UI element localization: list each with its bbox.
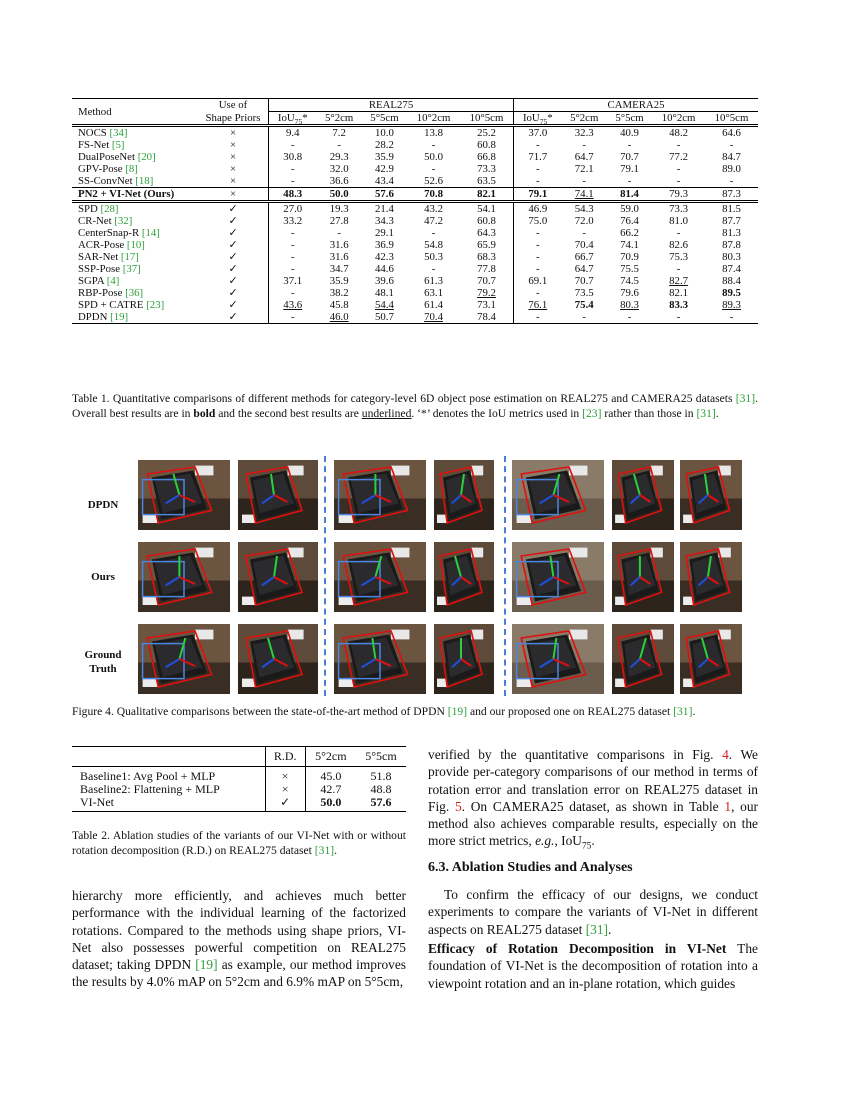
real-value: 54.4 — [375, 299, 394, 311]
real-value: 27.0 — [269, 202, 317, 216]
result-thumbnail — [334, 542, 426, 612]
real-value: 82.1 — [460, 188, 514, 202]
camera-value: - — [514, 311, 562, 324]
col-header-metric: 5°5cm — [370, 112, 399, 124]
figure-divider — [504, 456, 506, 696]
t2-row-name: Baseline2: Flattening + MLP — [72, 783, 265, 796]
section-title: 6.3. Ablation Studies and Analyses — [428, 860, 633, 875]
real-value: - — [431, 263, 436, 275]
t2-row-v2: 57.6 — [356, 796, 406, 812]
real-value: 10.0 — [362, 126, 407, 140]
row-prior: ✓ — [198, 275, 269, 287]
camera-value: 82.1 — [669, 287, 689, 299]
row-prior: × — [198, 151, 269, 163]
camera-value: 81.3 — [722, 227, 741, 239]
table-row — [72, 175, 758, 188]
real-value: 31.6 — [329, 239, 349, 251]
row-method: SS-ConvNet [18] — [78, 175, 154, 187]
real-value: 65.9 — [460, 239, 514, 251]
result-thumbnail — [238, 460, 318, 530]
row-method: CR-Net [32] — [78, 215, 133, 227]
real-value: - — [431, 139, 436, 151]
camera-value: 89.0 — [722, 163, 741, 175]
t2-row-rd: ✓ — [265, 796, 305, 812]
camera-value: 75.0 — [528, 215, 548, 227]
row-method: ACR-Pose [10] — [78, 239, 145, 251]
real-value: 43.6 — [283, 299, 303, 311]
camera-value: 48.2 — [652, 126, 705, 140]
camera-value: 79.6 — [620, 287, 639, 299]
real-value: 19.3 — [317, 202, 362, 216]
result-thumbnail — [512, 624, 604, 694]
camera-value: 66.2 — [620, 227, 639, 239]
result-thumbnail — [680, 460, 742, 530]
result-thumbnail — [334, 460, 426, 530]
row-label-ground-truth: Ground Truth — [84, 649, 122, 675]
real-value: 47.2 — [424, 215, 443, 227]
result-thumbnail — [238, 542, 318, 612]
camera-value: 74.1 — [562, 188, 607, 202]
camera-value: 70.7 — [620, 151, 639, 163]
camera-value: 64.6 — [705, 126, 758, 140]
row-method: SPD [28] — [72, 202, 198, 216]
real-value: 46.0 — [317, 311, 362, 324]
real-value: 31.6 — [329, 251, 349, 263]
t2-header-blank — [72, 747, 265, 767]
camera-value: 89.5 — [722, 287, 741, 299]
table-row — [72, 126, 758, 140]
table-1-group-no-prior — [72, 126, 758, 188]
col-header-metric: IoU$_{75}$* — [277, 112, 308, 127]
table-2-caption: Table 2. Ablation studies of the variants of our VI-Net with or without rotation decomposition (R.D.) on REAL275 dataset [31]. — [72, 829, 406, 857]
result-thumbnail — [512, 460, 604, 530]
real-value: - — [290, 239, 295, 251]
real-value: 28.2 — [375, 139, 394, 151]
real-value: 61.4 — [424, 299, 443, 311]
result-thumbnail — [138, 460, 230, 530]
row-prior: × — [198, 163, 269, 175]
camera-value: 79.1 — [514, 188, 562, 202]
real-value: 50.3 — [424, 251, 443, 263]
camera-value: 79.1 — [620, 163, 639, 175]
result-thumbnail — [434, 460, 494, 530]
row-prior: × — [198, 139, 269, 151]
table-row — [72, 227, 758, 239]
real-value: 60.8 — [460, 139, 514, 151]
t2-row-v1: 50.0 — [305, 796, 356, 812]
result-thumbnail — [334, 624, 426, 694]
real-value: 61.3 — [424, 275, 443, 287]
real-value: 44.6 — [375, 263, 394, 275]
row-method: PN2 + VI-Net (Ours) — [72, 188, 198, 202]
real-value: 77.8 — [460, 263, 514, 275]
col-header-metric: 5°5cm — [615, 112, 644, 124]
camera-value: 72.0 — [574, 215, 594, 227]
camera-value: 64.7 — [574, 263, 594, 275]
real-value: 38.2 — [329, 287, 349, 299]
real-value: - — [290, 163, 295, 175]
real-value: 48.3 — [269, 188, 317, 202]
real-value: 34.7 — [329, 263, 349, 275]
table-row — [72, 299, 758, 311]
camera-value: - — [582, 227, 587, 239]
table-row — [72, 163, 758, 175]
camera-value: 80.3 — [722, 251, 741, 263]
row-prior: ✓ — [198, 311, 269, 324]
table-1-ours — [72, 188, 758, 202]
real-value: 57.6 — [362, 188, 407, 202]
row-prior: × — [198, 188, 269, 202]
real-value: 78.4 — [460, 311, 514, 324]
camera-value: 77.2 — [669, 151, 689, 163]
real-value: 54.8 — [424, 239, 443, 251]
camera-value: 82.7 — [669, 275, 689, 287]
row-method: RBP-Pose [36] — [78, 287, 144, 299]
camera-value: 70.4 — [574, 239, 594, 251]
real-value: 25.2 — [460, 126, 514, 140]
col-header-metric: 5°2cm — [570, 112, 599, 124]
camera-value: - — [627, 175, 632, 187]
table-row — [72, 151, 758, 163]
real-value: - — [431, 163, 436, 175]
real-value: 73.1 — [460, 299, 514, 311]
camera-value: 73.3 — [652, 202, 705, 216]
body-paragraph-right-2: To confirm the efficacy of our designs, we conduct experiments to compare the variants of VI-Net in different aspects on REAL275 dataset [31]. — [428, 887, 758, 937]
t2-header-rd: R.D. — [265, 747, 305, 767]
real-value: 42.9 — [375, 163, 394, 175]
camera-value: - — [676, 263, 681, 275]
real-value: - — [337, 139, 341, 151]
camera-value: 73.5 — [574, 287, 594, 299]
real-value: 50.7 — [362, 311, 407, 324]
camera-value: 40.9 — [607, 126, 652, 140]
real-value: 79.2 — [460, 287, 514, 299]
camera-value: 72.1 — [574, 163, 594, 175]
real-value: - — [290, 175, 295, 187]
camera-value: - — [729, 175, 734, 187]
real-value: 70.4 — [407, 311, 460, 324]
row-prior: ✓ — [198, 227, 269, 239]
table-row — [72, 239, 758, 251]
result-thumbnail — [138, 624, 230, 694]
col-header-priors-2: Shape Priors — [198, 112, 269, 126]
camera-value: - — [536, 163, 540, 175]
result-thumbnail — [612, 542, 674, 612]
real-value: 9.4 — [269, 126, 317, 140]
camera-value: 37.0 — [514, 126, 562, 140]
camera-value: - — [705, 311, 758, 324]
col-header-method: Method — [72, 99, 198, 126]
camera-value: 64.7 — [574, 151, 594, 163]
t2-header-metric: 5°5cm — [356, 747, 406, 767]
row-prior: × — [198, 126, 269, 140]
body-paragraph-left: hierarchy more efficiently, and achieves much better performance with the individual learning of the factorized rotations. Compared to the methods using shape priors, VI-Net also possesses powerful competition on REAL275 dataset; taking DPDN [19] as example, our method improves the results by 4.0% mAP on 5°2cm and 6.9% mAP on 5°5cm, — [72, 888, 407, 990]
t2-row-v1: 45.0 — [320, 769, 342, 783]
row-prior: ✓ — [198, 239, 269, 251]
row-method: GPV-Pose [8] — [78, 163, 138, 175]
real-value: 52.6 — [424, 175, 443, 187]
real-value: 66.8 — [460, 151, 514, 163]
camera-value: - — [536, 287, 540, 299]
t2-row-v2: 51.8 — [370, 769, 392, 783]
t2-row-v2: 48.8 — [370, 782, 392, 796]
real-value: 13.8 — [407, 126, 460, 140]
real-value: 32.0 — [329, 163, 349, 175]
row-method: NOCS [34] — [72, 126, 198, 140]
camera-value: 74.1 — [620, 239, 639, 251]
camera-value: 76.1 — [528, 299, 548, 311]
camera-value: - — [536, 175, 540, 187]
camera-value: 54.3 — [562, 202, 607, 216]
camera-value: 46.9 — [514, 202, 562, 216]
row-prior: ✓ — [198, 202, 269, 216]
result-thumbnail — [612, 624, 674, 694]
real-value: - — [290, 139, 295, 151]
camera-value: - — [562, 311, 607, 324]
camera-value: - — [536, 227, 540, 239]
real-value: 35.9 — [329, 275, 349, 287]
body-paragraph-right-1: verified by the quantitative comparisons in Fig. 4. We provide per-category comparisons of our method in terms of rotation error and translation error on REAL275 dataset in Fig. 5. On CAMERA25 dataset, as shown in Table 1, our method also achieves comparable results, especially on the more strict metrics, e.g., IoU$_{75}$. — [428, 747, 759, 853]
camera-value: 75.4 — [574, 299, 594, 311]
real-value: 36.6 — [329, 175, 349, 187]
row-method: DualPoseNet [20] — [78, 151, 156, 163]
real-value: 43.2 — [407, 202, 460, 216]
row-prior: ✓ — [198, 299, 269, 311]
camera-value: 81.4 — [607, 188, 652, 202]
real-value: 7.2 — [317, 126, 362, 140]
t2-row-v1: 42.7 — [320, 782, 342, 796]
real-value: - — [269, 311, 317, 324]
real-value: 54.1 — [460, 202, 514, 216]
real-value: 64.3 — [460, 227, 514, 239]
camera-value: - — [536, 239, 540, 251]
camera-value: - — [676, 227, 681, 239]
camera-value: 75.3 — [669, 251, 689, 263]
real-value: 42.3 — [375, 251, 394, 263]
figure-divider — [324, 456, 326, 696]
camera-value: - — [676, 163, 681, 175]
col-header-metric: IoU$_{75}$* — [522, 112, 553, 127]
real-value: 50.0 — [424, 151, 443, 163]
row-method: SPD + CATRE [23] — [78, 299, 165, 311]
row-method: SAR-Net [17] — [78, 251, 139, 263]
camera-value: 59.0 — [607, 202, 652, 216]
col-header-metric: 10°5cm — [714, 112, 749, 124]
result-thumbnail — [680, 542, 742, 612]
camera-value: - — [627, 139, 632, 151]
real-value: 33.2 — [283, 215, 303, 227]
col-header-metric: 10°2cm — [661, 112, 696, 124]
row-method: FS-Net [5] — [78, 139, 125, 151]
real-value: - — [290, 227, 295, 239]
table-1-caption: Table 1. Quantitative comparisons of different methods for category-level 6D object pose estimation on REAL275 and CAMERA25 datasets [31]. Overall best results are in bold and the second best results are underlined. ‘*’ denotes the IoU metrics used in [23] rather than those in [31]. — [72, 392, 758, 420]
real-value: - — [290, 251, 295, 263]
camera-value: 87.4 — [722, 263, 741, 275]
real-value: 21.4 — [362, 202, 407, 216]
real-value: 70.8 — [407, 188, 460, 202]
real-value: 39.6 — [375, 275, 394, 287]
table-row — [72, 287, 758, 299]
table-row — [72, 311, 758, 324]
t2-header-metric: 5°2cm — [305, 747, 356, 767]
row-label-ours: Ours — [91, 571, 115, 583]
camera-value: 87.7 — [722, 215, 741, 227]
row-prior: ✓ — [198, 215, 269, 227]
camera-value: 32.3 — [562, 126, 607, 140]
real-value: - — [290, 287, 295, 299]
row-label-dpdn: DPDN — [87, 499, 119, 511]
real-value: 50.0 — [317, 188, 362, 202]
camera-value: - — [652, 311, 705, 324]
row-prior: × — [198, 175, 269, 188]
result-thumbnail — [512, 542, 604, 612]
camera-value: 83.3 — [669, 299, 689, 311]
camera-value: 74.5 — [620, 275, 639, 287]
real-value: 29.3 — [329, 151, 349, 163]
row-method: CenterSnap-R [14] — [78, 227, 160, 239]
result-thumbnail — [680, 624, 742, 694]
t2-row-rd: × — [265, 783, 305, 796]
camera-value: 75.5 — [620, 263, 639, 275]
real-value: 43.4 — [375, 175, 394, 187]
camera-value: 89.3 — [722, 299, 741, 311]
row-method: SSP-Pose [37] — [78, 263, 141, 275]
real-value: 68.3 — [460, 251, 514, 263]
real-value: - — [337, 227, 341, 239]
real-value: 60.8 — [460, 215, 514, 227]
camera-value: 80.3 — [620, 299, 639, 311]
camera-value: 76.4 — [620, 215, 639, 227]
table-row — [72, 202, 758, 216]
real-value: 36.9 — [375, 239, 394, 251]
row-prior: ✓ — [198, 287, 269, 299]
row-method: SGPA [4] — [78, 275, 120, 287]
real-value: 35.9 — [375, 151, 394, 163]
col-header-metric: 10°5cm — [460, 112, 514, 126]
camera-value: - — [582, 139, 587, 151]
col-header-metric: 5°2cm — [325, 112, 354, 124]
real-value: 70.7 — [460, 275, 514, 287]
camera-value: 66.7 — [574, 251, 594, 263]
camera-value: 70.9 — [620, 251, 639, 263]
camera-value: 71.7 — [528, 151, 548, 163]
real-value: 63.5 — [460, 175, 514, 188]
table-1 — [72, 98, 758, 324]
camera-value: 82.6 — [669, 239, 689, 251]
result-thumbnail — [138, 542, 230, 612]
real-value: 73.3 — [460, 163, 514, 175]
real-value: 34.3 — [375, 215, 394, 227]
camera-value: 87.3 — [705, 188, 758, 202]
col-header-metric: 10°2cm — [416, 112, 451, 124]
camera-value: 87.8 — [722, 239, 741, 251]
real-value: 30.8 — [283, 151, 303, 163]
real-value: 63.1 — [424, 287, 443, 299]
camera-value: - — [676, 175, 681, 187]
result-thumbnail — [612, 460, 674, 530]
camera-value: - — [536, 251, 540, 263]
camera-value: - — [536, 139, 540, 151]
real-value: 37.1 — [283, 275, 303, 287]
result-thumbnail — [434, 542, 494, 612]
table-2 — [72, 746, 406, 812]
camera-value: 84.7 — [722, 151, 741, 163]
table-row — [72, 188, 758, 202]
table-1-group-prior — [72, 202, 758, 324]
camera-value: 70.7 — [574, 275, 594, 287]
body-paragraph-right-3: Efficacy of Rotation Decomposition in VI-Net The foundation of VI-Net is the decomposition of rotation into a viewpoint rotation and an in-plane rotation, which guides — [428, 941, 758, 991]
table-row — [72, 251, 758, 263]
figure-4-caption: Figure 4. Qualitative comparisons between the state-of-the-art method of DPDN [19] and our proposed one on REAL275 dataset [31]. — [72, 705, 696, 718]
real-value: 27.8 — [329, 215, 349, 227]
group-header-real275: REAL275 — [269, 99, 514, 112]
camera-value: - — [607, 311, 652, 324]
real-value: 45.8 — [329, 299, 349, 311]
camera-value: 69.1 — [528, 275, 548, 287]
camera-value: 81.5 — [705, 202, 758, 216]
real-value: 48.1 — [375, 287, 394, 299]
camera-value: 79.3 — [652, 188, 705, 202]
camera-value: - — [676, 139, 681, 151]
camera-value: - — [582, 175, 587, 187]
table-row — [72, 139, 758, 151]
camera-value: 88.4 — [722, 275, 741, 287]
camera-value: 81.0 — [669, 215, 689, 227]
group-header-camera25: CAMERA25 — [514, 99, 758, 112]
t2-row-rd: × — [265, 767, 305, 784]
real-value: 29.1 — [375, 227, 394, 239]
row-prior: ✓ — [198, 251, 269, 263]
table-row — [72, 215, 758, 227]
result-thumbnail — [434, 624, 494, 694]
row-prior: ✓ — [198, 263, 269, 275]
table-row — [72, 263, 758, 275]
result-thumbnail — [238, 624, 318, 694]
camera-value: - — [536, 263, 540, 275]
table-row — [72, 275, 758, 287]
col-header-priors: Use of — [198, 99, 269, 112]
t2-row-name: VI-Net — [72, 796, 265, 812]
figure-4 — [72, 456, 758, 696]
real-value: - — [290, 263, 295, 275]
camera-value: - — [729, 139, 734, 151]
t2-row-name: Baseline1: Avg Pool + MLP — [72, 767, 265, 784]
row-method: DPDN [19] — [72, 311, 198, 324]
real-value: - — [431, 227, 436, 239]
